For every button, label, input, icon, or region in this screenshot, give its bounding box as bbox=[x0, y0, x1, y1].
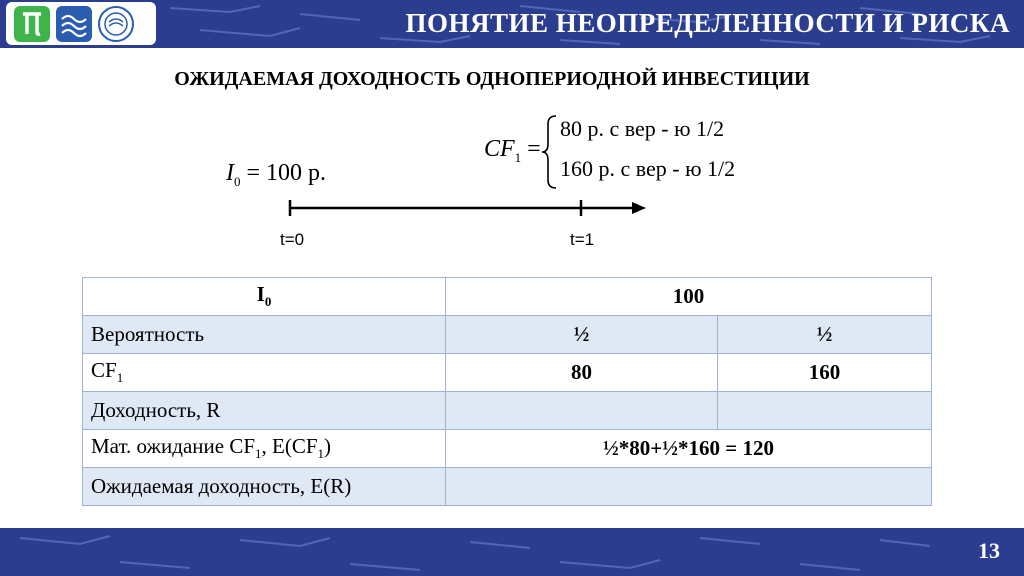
cashflow-formula bbox=[484, 136, 541, 166]
cf-label-sub: 1 bbox=[116, 370, 124, 386]
decorative-pattern-bottom bbox=[0, 528, 1024, 576]
waves-logo-icon bbox=[56, 6, 92, 42]
table-cell: 100 bbox=[446, 278, 932, 316]
table-cell bbox=[83, 278, 446, 316]
table-cell bbox=[446, 392, 718, 430]
table-cell: 80 bbox=[446, 354, 718, 392]
expectation-label-a: Мат. ожидание CF bbox=[91, 434, 256, 459]
i0-subscript: 0 bbox=[234, 173, 241, 189]
table-cell bbox=[83, 354, 446, 392]
table-cell: 160 bbox=[718, 354, 932, 392]
table-cell bbox=[718, 392, 932, 430]
cashflow-case-2: 160 р. с вер - ю 1/2 bbox=[560, 156, 736, 181]
university-logo-letter-icon bbox=[14, 6, 50, 42]
table-cell: Вероятность bbox=[83, 316, 446, 354]
cashflow-case-1: 80 р. с вер - ю 1/2 bbox=[560, 116, 725, 141]
table-cell: ½*80+½*160 = 120 bbox=[446, 430, 932, 468]
timeline-label-t0: t=0 bbox=[280, 230, 305, 249]
table-cell bbox=[83, 430, 446, 468]
table-row bbox=[83, 430, 932, 468]
timeline-label-t1: t=1 bbox=[570, 230, 595, 249]
cf-subscript: 1 bbox=[514, 149, 522, 165]
header-band bbox=[0, 0, 1024, 48]
table-row bbox=[83, 278, 932, 316]
emblem-logo-icon bbox=[98, 6, 134, 42]
expectation-label-sub1: 1 bbox=[255, 446, 262, 462]
i0-label: I bbox=[256, 282, 265, 307]
university-logo bbox=[6, 2, 156, 45]
i0-symbol: I bbox=[226, 160, 234, 186]
table-row bbox=[83, 316, 932, 354]
returns-table bbox=[82, 277, 932, 506]
table-cell: ½ bbox=[718, 316, 932, 354]
table-cell: ½ bbox=[446, 316, 718, 354]
cf-label: CF bbox=[91, 358, 117, 383]
expectation-label-b: , E(CF bbox=[261, 434, 318, 459]
curly-brace bbox=[540, 114, 560, 190]
table-cell bbox=[446, 468, 932, 506]
expectation-label-sub2: 1 bbox=[317, 446, 325, 462]
cf-symbol: CF bbox=[484, 136, 515, 162]
initial-investment-formula bbox=[226, 160, 326, 190]
table-cell: Ожидаемая доходность, E(R) bbox=[83, 468, 446, 506]
page-title: ПОНЯТИЕ НЕОПРЕДЕЛЕННОСТИ И РИСКА bbox=[405, 8, 1010, 38]
page-number: 13 bbox=[978, 538, 1000, 563]
table-row bbox=[83, 468, 932, 506]
i0-value: = 100 р. bbox=[246, 160, 327, 186]
table-row bbox=[83, 392, 932, 430]
table-row bbox=[83, 354, 932, 392]
i0-label-sub: 0 bbox=[264, 294, 272, 310]
table-cell: Доходность, R bbox=[83, 392, 446, 430]
cf-equals: = bbox=[527, 136, 541, 162]
expectation-label-c: ) bbox=[324, 434, 332, 459]
footer-band bbox=[0, 528, 1024, 576]
slide-subtitle: ОЖИДАЕМАЯ ДОХОДНОСТЬ ОДНОПЕРИОДНОЙ ИНВЕСТИЦИИ bbox=[174, 68, 810, 90]
